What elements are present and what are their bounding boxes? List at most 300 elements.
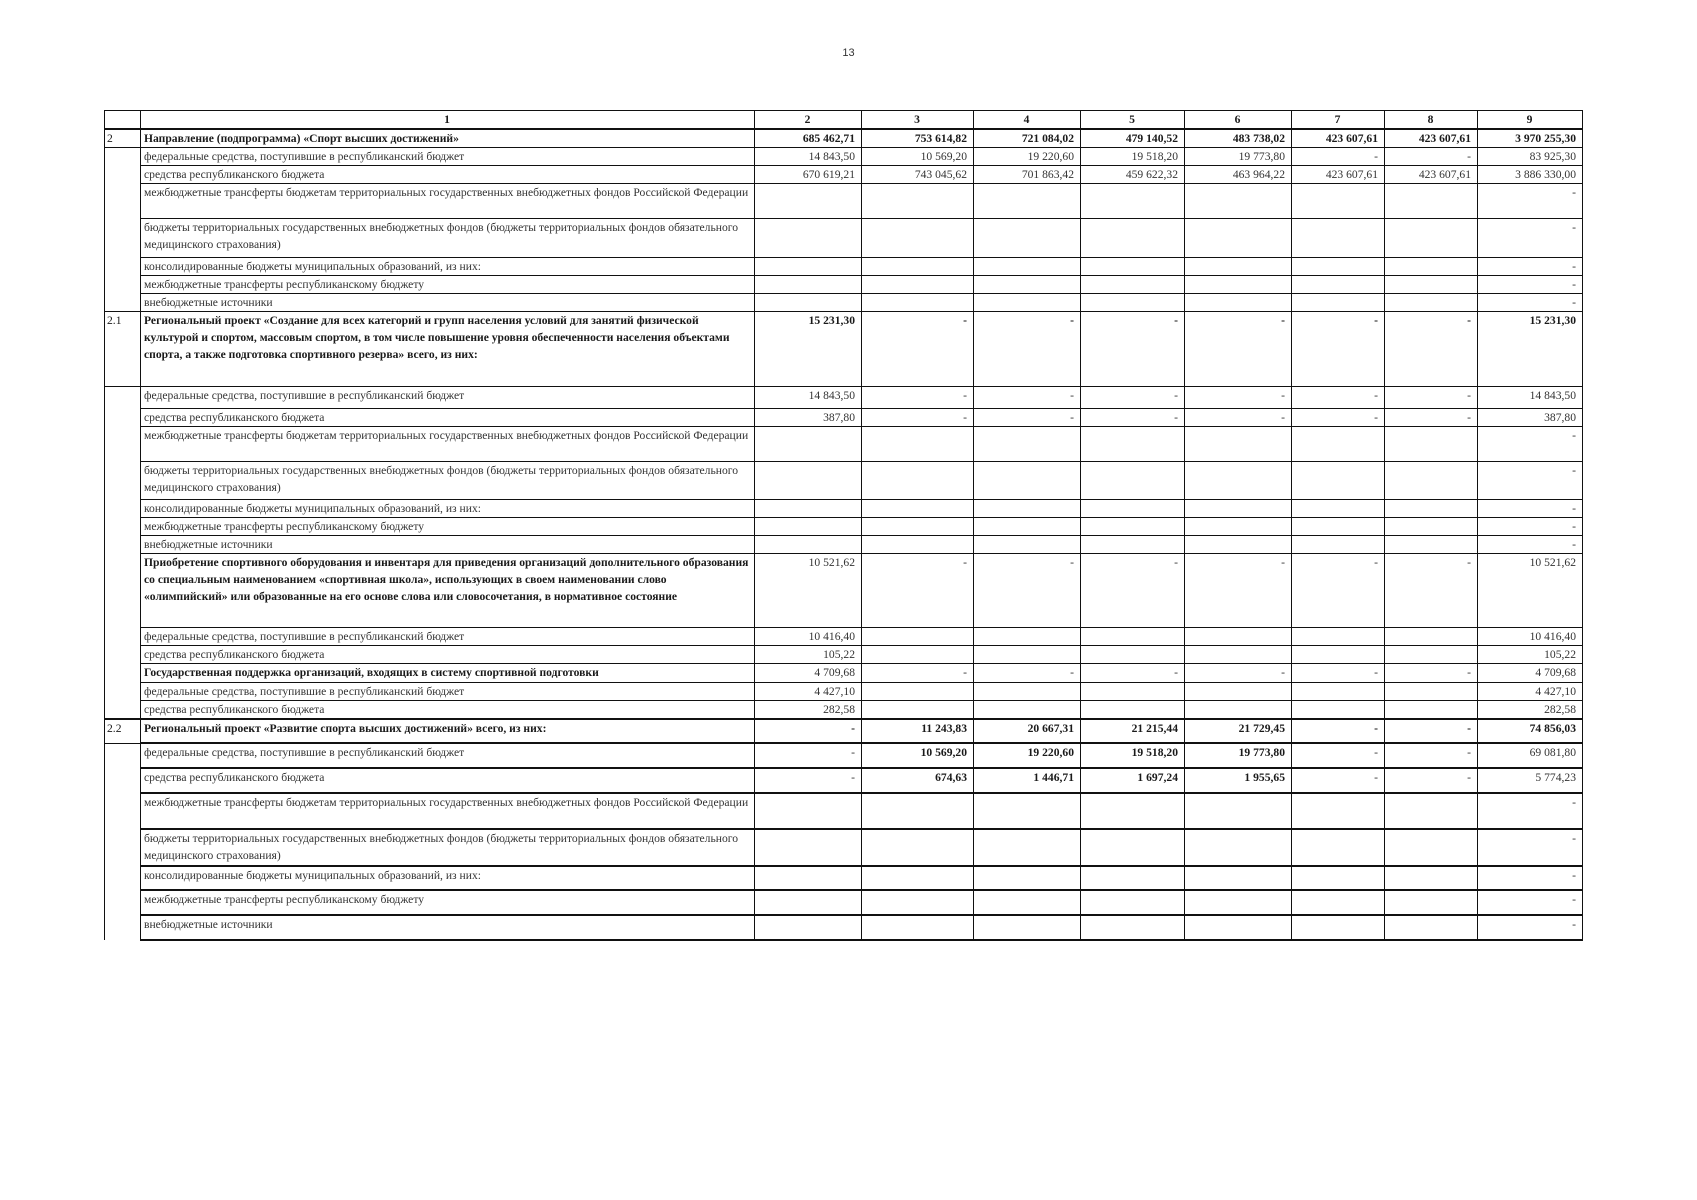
value-cell: -: [862, 554, 974, 628]
value-cell: [1081, 518, 1185, 536]
value-cell: 670 619,21: [755, 166, 862, 184]
value-cell: 701 863,42: [974, 166, 1081, 184]
value-cell: [1081, 793, 1185, 829]
value-cell: [1385, 276, 1478, 294]
value-cell: [974, 258, 1081, 276]
row-label: бюджеты территориальных государственных внебюджетных фондов (бюджеты территориальных фондов обязательного медицинского страхования): [141, 219, 755, 258]
row-number: [105, 258, 141, 276]
table-row: [105, 554, 1583, 628]
row-label: средства республиканского бюджета: [141, 409, 755, 427]
value-cell: [1292, 915, 1385, 940]
value-cell: [974, 683, 1081, 701]
row-label: межбюджетные трансферты бюджетам территориальных государственных внебюджетных фондов Российской Федерации: [141, 184, 755, 219]
row-number: [105, 427, 141, 462]
row-label: федеральные средства, поступившие в республиканский бюджет: [141, 387, 755, 409]
value-cell: [1385, 219, 1478, 258]
table-row: [105, 866, 1583, 890]
value-cell: -: [974, 409, 1081, 427]
value-cell: [974, 219, 1081, 258]
value-cell: 5 774,23: [1478, 768, 1583, 793]
value-cell: 282,58: [1478, 701, 1583, 720]
value-cell: [1185, 536, 1292, 554]
value-cell: -: [1478, 866, 1583, 890]
value-cell: [1385, 294, 1478, 312]
value-cell: [1385, 500, 1478, 518]
row-number: [105, 409, 141, 427]
row-label: межбюджетные трансферты бюджетам территориальных государственных внебюджетных фондов Российской Федерации: [141, 793, 755, 829]
value-cell: 423 607,61: [1385, 166, 1478, 184]
row-label: консолидированные бюджеты муниципальных образований, из них:: [141, 500, 755, 518]
table-row: [105, 427, 1583, 462]
value-cell: [1185, 294, 1292, 312]
value-cell: 105,22: [755, 646, 862, 664]
value-cell: 743 045,62: [862, 166, 974, 184]
table-row: [105, 409, 1583, 427]
value-cell: -: [755, 719, 862, 743]
value-cell: 4 427,10: [755, 683, 862, 701]
value-cell: [755, 219, 862, 258]
row-number: [105, 536, 141, 554]
value-cell: -: [1478, 518, 1583, 536]
value-cell: [1081, 219, 1185, 258]
value-cell: [755, 294, 862, 312]
value-cell: -: [1292, 719, 1385, 743]
value-cell: -: [1081, 554, 1185, 628]
value-cell: [1185, 866, 1292, 890]
value-cell: -: [1081, 409, 1185, 427]
value-cell: -: [1478, 462, 1583, 500]
value-cell: 10 416,40: [755, 628, 862, 646]
value-cell: 479 140,52: [1081, 129, 1185, 148]
row-number: [105, 664, 141, 683]
table-row: [105, 683, 1583, 701]
value-cell: [974, 646, 1081, 664]
value-cell: -: [755, 743, 862, 768]
value-cell: [862, 258, 974, 276]
value-cell: [755, 184, 862, 219]
table-row: [105, 166, 1583, 184]
value-cell: 3 886 330,00: [1478, 166, 1583, 184]
value-cell: 387,80: [755, 409, 862, 427]
table-row: [105, 129, 1583, 148]
value-cell: [1185, 793, 1292, 829]
value-cell: 4 709,68: [755, 664, 862, 683]
value-cell: -: [862, 664, 974, 683]
value-cell: -: [974, 387, 1081, 409]
value-cell: [974, 184, 1081, 219]
table-row: [105, 628, 1583, 646]
row-label: федеральные средства, поступившие в республиканский бюджет: [141, 743, 755, 768]
row-number: [105, 743, 141, 768]
value-cell: [1081, 915, 1185, 940]
header-cell: 3: [862, 111, 974, 130]
value-cell: -: [974, 554, 1081, 628]
table-row: [105, 219, 1583, 258]
value-cell: [1385, 462, 1478, 500]
value-cell: 19 773,80: [1185, 148, 1292, 166]
row-label: внебюджетные источники: [141, 294, 755, 312]
row-number: [105, 166, 141, 184]
budget-table: [104, 110, 1583, 941]
value-cell: [974, 866, 1081, 890]
value-cell: [1292, 427, 1385, 462]
value-cell: [1292, 500, 1385, 518]
value-cell: -: [1385, 768, 1478, 793]
value-cell: [755, 793, 862, 829]
value-cell: -: [1478, 294, 1583, 312]
value-cell: -: [1185, 387, 1292, 409]
value-cell: [974, 462, 1081, 500]
value-cell: 15 231,30: [1478, 312, 1583, 387]
table-row: [105, 829, 1583, 866]
value-cell: -: [1478, 276, 1583, 294]
value-cell: [1185, 219, 1292, 258]
value-cell: [1081, 276, 1185, 294]
value-cell: [1292, 294, 1385, 312]
table-row: [105, 646, 1583, 664]
value-cell: [1081, 427, 1185, 462]
row-label: средства республиканского бюджета: [141, 646, 755, 664]
value-cell: 483 738,02: [1185, 129, 1292, 148]
row-number: [105, 866, 141, 890]
value-cell: [1385, 184, 1478, 219]
value-cell: 753 614,82: [862, 129, 974, 148]
value-cell: [755, 258, 862, 276]
value-cell: -: [974, 312, 1081, 387]
value-cell: [1385, 683, 1478, 701]
header-cell: 1: [141, 111, 755, 130]
row-number: [105, 184, 141, 219]
value-cell: [1081, 258, 1185, 276]
value-cell: [1081, 890, 1185, 915]
value-cell: [1081, 628, 1185, 646]
value-cell: -: [1478, 258, 1583, 276]
value-cell: [862, 219, 974, 258]
value-cell: -: [1081, 387, 1185, 409]
value-cell: [1185, 462, 1292, 500]
value-cell: [1292, 184, 1385, 219]
value-cell: 1 955,65: [1185, 768, 1292, 793]
value-cell: 69 081,80: [1478, 743, 1583, 768]
value-cell: -: [862, 409, 974, 427]
row-number: [105, 683, 141, 701]
value-cell: [1385, 628, 1478, 646]
value-cell: [755, 536, 862, 554]
value-cell: [1385, 701, 1478, 720]
value-cell: -: [974, 664, 1081, 683]
row-label: Направление (подпрограмма) «Спорт высших достижений»: [141, 129, 755, 148]
table-row: [105, 294, 1583, 312]
value-cell: 3 970 255,30: [1478, 129, 1583, 148]
row-label: межбюджетные трансферты республиканскому бюджету: [141, 518, 755, 536]
row-number: [105, 387, 141, 409]
value-cell: 4 709,68: [1478, 664, 1583, 683]
value-cell: [1385, 427, 1478, 462]
value-cell: -: [1385, 312, 1478, 387]
value-cell: 1 446,71: [974, 768, 1081, 793]
value-cell: -: [1185, 664, 1292, 683]
value-cell: 105,22: [1478, 646, 1583, 664]
row-number: [105, 462, 141, 500]
value-cell: [974, 701, 1081, 720]
row-label: бюджеты территориальных государственных внебюджетных фондов (бюджеты территориальных фондов обязательного медицинского страхования): [141, 829, 755, 866]
value-cell: -: [862, 387, 974, 409]
row-label: федеральные средства, поступившие в республиканский бюджет: [141, 628, 755, 646]
value-cell: [755, 462, 862, 500]
row-label: бюджеты территориальных государственных внебюджетных фондов (бюджеты территориальных фондов обязательного медицинского страхования): [141, 462, 755, 500]
row-label: федеральные средства, поступившие в республиканский бюджет: [141, 148, 755, 166]
row-label: межбюджетные трансферты бюджетам территориальных государственных внебюджетных фондов Российской Федерации: [141, 427, 755, 462]
value-cell: [1292, 628, 1385, 646]
row-number: [105, 890, 141, 915]
table-body: [105, 111, 1583, 941]
value-cell: -: [1478, 500, 1583, 518]
value-cell: [755, 915, 862, 940]
value-cell: 14 843,50: [755, 387, 862, 409]
value-cell: [1185, 829, 1292, 866]
row-number: 2.2: [105, 719, 141, 743]
table-row: [105, 148, 1583, 166]
value-cell: [1185, 646, 1292, 664]
value-cell: 20 667,31: [974, 719, 1081, 743]
value-cell: [755, 890, 862, 915]
value-cell: [1081, 462, 1185, 500]
row-label: внебюджетные источники: [141, 536, 755, 554]
value-cell: -: [1478, 829, 1583, 866]
row-label: межбюджетные трансферты республиканскому бюджету: [141, 276, 755, 294]
value-cell: [1292, 683, 1385, 701]
value-cell: [1292, 646, 1385, 664]
value-cell: [1185, 500, 1292, 518]
value-cell: -: [1185, 409, 1292, 427]
table-row: [105, 701, 1583, 720]
value-cell: [1385, 915, 1478, 940]
value-cell: -: [1478, 184, 1583, 219]
page-number: 13: [842, 47, 855, 59]
value-cell: 74 856,03: [1478, 719, 1583, 743]
value-cell: [974, 628, 1081, 646]
row-number: [105, 915, 141, 940]
value-cell: 674,63: [862, 768, 974, 793]
value-cell: 10 416,40: [1478, 628, 1583, 646]
value-cell: [1292, 890, 1385, 915]
value-cell: -: [1385, 664, 1478, 683]
value-cell: 423 607,61: [1385, 129, 1478, 148]
row-number: [105, 628, 141, 646]
row-number: [105, 294, 141, 312]
table-row: [105, 768, 1583, 793]
value-cell: [862, 829, 974, 866]
value-cell: [1292, 701, 1385, 720]
value-cell: -: [1292, 743, 1385, 768]
value-cell: 10 569,20: [862, 148, 974, 166]
value-cell: [862, 184, 974, 219]
value-cell: 21 215,44: [1081, 719, 1185, 743]
row-label: средства республиканского бюджета: [141, 701, 755, 720]
value-cell: [974, 915, 1081, 940]
row-number: 2.1: [105, 312, 141, 387]
value-cell: [1185, 518, 1292, 536]
value-cell: 19 220,60: [974, 148, 1081, 166]
value-cell: [1081, 294, 1185, 312]
value-cell: [1081, 701, 1185, 720]
value-cell: 387,80: [1478, 409, 1583, 427]
value-cell: [1185, 683, 1292, 701]
value-cell: [1185, 427, 1292, 462]
header-cell: [105, 111, 141, 130]
value-cell: 1 697,24: [1081, 768, 1185, 793]
value-cell: [1385, 866, 1478, 890]
table-row: [105, 536, 1583, 554]
table-row: [105, 664, 1583, 683]
header-cell: 9: [1478, 111, 1583, 130]
row-number: [105, 276, 141, 294]
header-cell: 5: [1081, 111, 1185, 130]
header-cell: 8: [1385, 111, 1478, 130]
table-row: [105, 184, 1583, 219]
value-cell: [974, 427, 1081, 462]
header-cell: 4: [974, 111, 1081, 130]
row-number: [105, 500, 141, 518]
value-cell: [974, 500, 1081, 518]
value-cell: [755, 276, 862, 294]
value-cell: [1385, 890, 1478, 915]
table-row: [105, 890, 1583, 915]
value-cell: [1185, 701, 1292, 720]
value-cell: [862, 500, 974, 518]
value-cell: [862, 701, 974, 720]
value-cell: 19 220,60: [974, 743, 1081, 768]
value-cell: [1385, 536, 1478, 554]
value-cell: [862, 890, 974, 915]
value-cell: -: [1478, 915, 1583, 940]
value-cell: 14 843,50: [1478, 387, 1583, 409]
value-cell: 423 607,61: [1292, 129, 1385, 148]
value-cell: 685 462,71: [755, 129, 862, 148]
value-cell: [1385, 258, 1478, 276]
value-cell: [1081, 500, 1185, 518]
value-cell: [862, 294, 974, 312]
value-cell: 10 521,62: [755, 554, 862, 628]
value-cell: [862, 518, 974, 536]
value-cell: [755, 518, 862, 536]
value-cell: 10 521,62: [1478, 554, 1583, 628]
value-cell: 19 518,20: [1081, 743, 1185, 768]
row-label: Приобретение спортивного оборудования и инвентаря для приведения организаций дополнительного образования со специальным наименованием «спортивная школа», использующих в своем наименовании слово «олимпийский» или образованные на его основе слова или словосочетания, в нормативное состояние: [141, 554, 755, 628]
value-cell: 721 084,02: [974, 129, 1081, 148]
value-cell: -: [1385, 719, 1478, 743]
table-row: [105, 518, 1583, 536]
value-cell: 15 231,30: [755, 312, 862, 387]
value-cell: [974, 536, 1081, 554]
row-number: [105, 518, 141, 536]
value-cell: -: [1185, 312, 1292, 387]
value-cell: 19 518,20: [1081, 148, 1185, 166]
value-cell: -: [1185, 554, 1292, 628]
row-label: Региональный проект «Развитие спорта высших достижений» всего, из них:: [141, 719, 755, 743]
row-number: [105, 646, 141, 664]
value-cell: 83 925,30: [1478, 148, 1583, 166]
header-cell: 6: [1185, 111, 1292, 130]
value-cell: -: [1478, 427, 1583, 462]
value-cell: [974, 518, 1081, 536]
row-label: внебюджетные источники: [141, 915, 755, 940]
value-cell: 423 607,61: [1292, 166, 1385, 184]
value-cell: 4 427,10: [1478, 683, 1583, 701]
value-cell: [1385, 646, 1478, 664]
value-cell: [1081, 184, 1185, 219]
row-number: [105, 793, 141, 829]
row-number: [105, 148, 141, 166]
value-cell: [1292, 276, 1385, 294]
table-row: [105, 258, 1583, 276]
value-cell: [1081, 683, 1185, 701]
value-cell: [862, 915, 974, 940]
value-cell: [974, 890, 1081, 915]
value-cell: -: [862, 312, 974, 387]
value-cell: [974, 276, 1081, 294]
table-row: [105, 743, 1583, 768]
value-cell: -: [755, 768, 862, 793]
value-cell: [862, 866, 974, 890]
value-cell: -: [1385, 387, 1478, 409]
value-cell: [755, 427, 862, 462]
value-cell: [1292, 793, 1385, 829]
table-row: [105, 312, 1583, 387]
value-cell: [1292, 866, 1385, 890]
row-label: консолидированные бюджеты муниципальных образований, из них:: [141, 866, 755, 890]
value-cell: [1292, 536, 1385, 554]
value-cell: [1081, 646, 1185, 664]
value-cell: [1185, 890, 1292, 915]
value-cell: [974, 294, 1081, 312]
value-cell: [862, 646, 974, 664]
table-row: [105, 462, 1583, 500]
value-cell: [1185, 184, 1292, 219]
row-label: межбюджетные трансферты республиканскому бюджету: [141, 890, 755, 915]
value-cell: [862, 427, 974, 462]
table-row: [105, 793, 1583, 829]
value-cell: [1292, 219, 1385, 258]
row-label: средства республиканского бюджета: [141, 166, 755, 184]
value-cell: [862, 536, 974, 554]
value-cell: [974, 793, 1081, 829]
value-cell: [862, 628, 974, 646]
value-cell: -: [1292, 768, 1385, 793]
value-cell: [974, 829, 1081, 866]
value-cell: [1292, 829, 1385, 866]
table-row: [105, 387, 1583, 409]
value-cell: -: [1478, 536, 1583, 554]
value-cell: -: [1292, 554, 1385, 628]
row-label: федеральные средства, поступившие в республиканский бюджет: [141, 683, 755, 701]
value-cell: [755, 829, 862, 866]
value-cell: -: [1385, 148, 1478, 166]
row-label: Региональный проект «Создание для всех категорий и групп населения условий для занятий физической культурой и спортом, массовым спортом, в том числе повышение уровня обеспеченности населения объектами спорта, а также подготовка спортивного резерва» всего, из них:: [141, 312, 755, 387]
table-row: [105, 719, 1583, 743]
value-cell: [755, 500, 862, 518]
value-cell: [1185, 915, 1292, 940]
value-cell: -: [1385, 409, 1478, 427]
value-cell: [1385, 793, 1478, 829]
row-number: [105, 829, 141, 866]
value-cell: -: [1292, 409, 1385, 427]
header-cell: 7: [1292, 111, 1385, 130]
value-cell: 10 569,20: [862, 743, 974, 768]
value-cell: -: [1478, 793, 1583, 829]
value-cell: [1292, 518, 1385, 536]
value-cell: [1292, 462, 1385, 500]
